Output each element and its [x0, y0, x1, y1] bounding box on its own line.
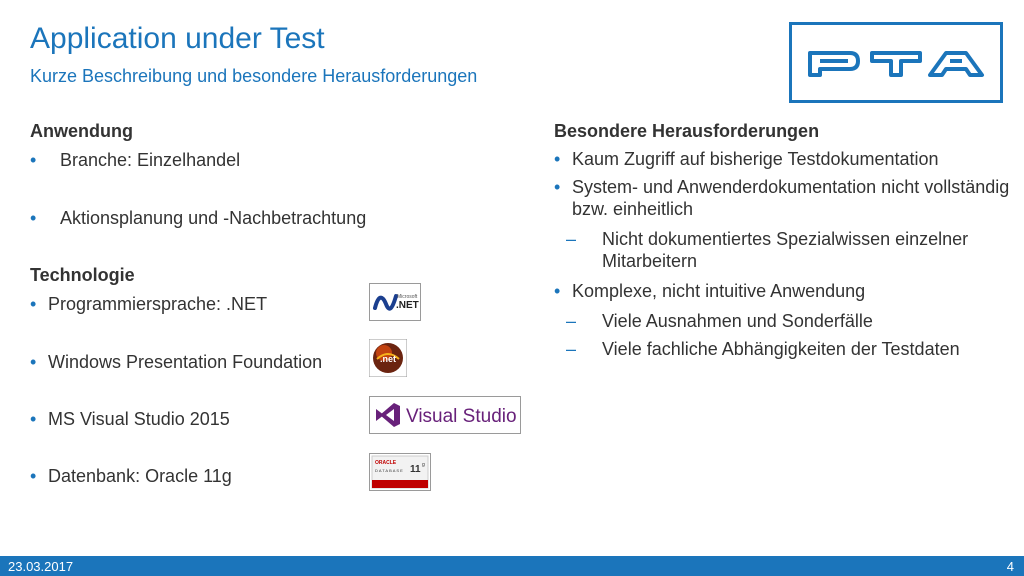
slide-title: Application under Test — [30, 22, 325, 55]
left-column — [30, 120, 360, 148]
technologie-item-visual-studio: • MS Visual Studio 2015 — [30, 408, 230, 430]
anwendung-item-aktionsplanung: • Aktionsplanung und -Nachbetrachtung — [30, 207, 366, 229]
technologie-item-dotnet: • Programmiersprache: .NET — [30, 293, 267, 315]
herausforderungen-heading: Besondere Herausforderungen — [554, 121, 820, 141]
dotnet-logo — [369, 283, 421, 321]
visual-studio-icon — [370, 397, 520, 433]
dotnet-logo-icon — [370, 284, 420, 320]
technologie-heading: Technologie — [30, 265, 135, 285]
challenge-sub-spezialwissen: – Nicht dokumentiertes Spezialwissen einzelner Mitarbeitern — [554, 228, 1014, 272]
challenge-sub-abhaengigkeiten: – Viele fachliche Abhängigkeiten der Testdaten — [554, 338, 1014, 360]
technologie-item-wpf: • Windows Presentation Foundation — [30, 351, 322, 373]
anwendung-heading: Anwendung — [30, 121, 133, 141]
wpf-logo — [369, 339, 407, 377]
page-number: 4 — [1006, 559, 1014, 574]
challenge-item-komplex: • Komplexe, nicht intuitive Anwendung — [554, 280, 1014, 302]
svg-text:.NET: .NET — [396, 300, 419, 311]
challenge-item-testdoku: • Kaum Zugriff auf bisherige Testdokumentation — [554, 148, 1014, 170]
pta-logo — [789, 22, 1003, 103]
slide-subtitle: Kurze Beschreibung und besondere Herausforderungen — [30, 66, 478, 86]
pta-logo-icon — [806, 47, 986, 79]
svg-text:Visual Studio: Visual Studio — [406, 406, 517, 427]
svg-text:g: g — [422, 462, 425, 468]
oracle-database-logo — [369, 453, 431, 491]
svg-text:.net: .net — [380, 354, 397, 364]
technologie-item-oracle: • Datenbank: Oracle 11g — [30, 465, 232, 487]
right-column — [554, 120, 1014, 360]
challenge-sub-ausnahmen: – Viele Ausnahmen und Sonderfälle — [554, 310, 1014, 332]
footer-date: 23.03.2017 — [8, 559, 74, 574]
svg-text:11: 11 — [410, 464, 421, 475]
challenge-item-dokumentation: • System- und Anwenderdokumentation nicht vollständig bzw. einheitlich — [554, 176, 1014, 220]
svg-text:ORACLE: ORACLE — [375, 460, 397, 466]
anwendung-item-branche: • Branche: Einzelhandel — [30, 149, 240, 171]
footer-bar — [0, 556, 1024, 576]
visual-studio-logo — [369, 396, 521, 434]
wpf-globe-icon — [369, 339, 407, 377]
oracle-logo-icon — [370, 454, 430, 490]
svg-text:Microsoft: Microsoft — [397, 294, 418, 300]
svg-text:DATABASE: DATABASE — [375, 468, 404, 473]
